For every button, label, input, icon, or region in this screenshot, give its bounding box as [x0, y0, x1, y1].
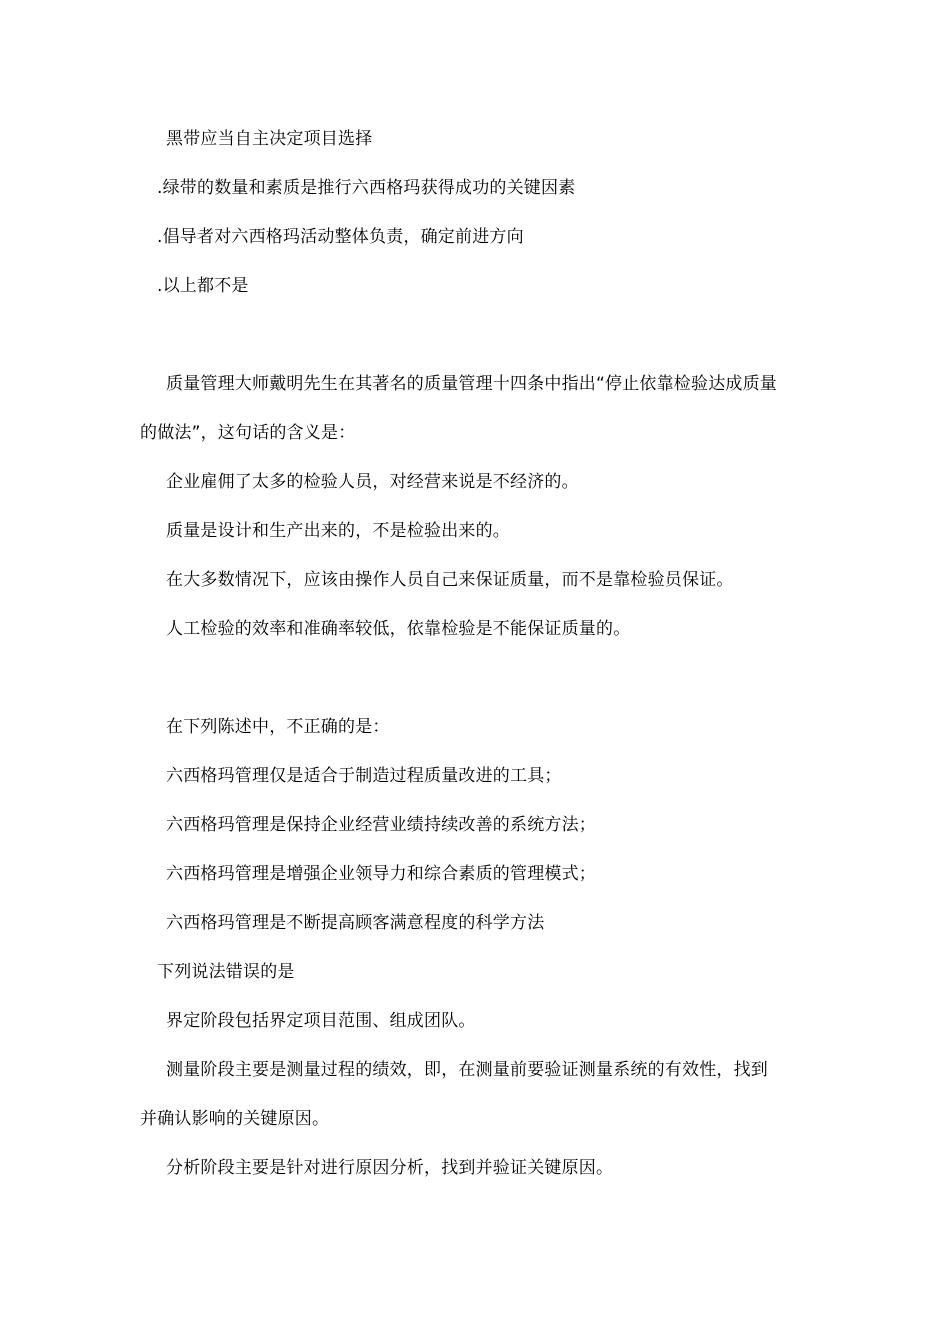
text-line: 六西格玛管理仅是适合于制造过程质量改进的工具；	[166, 766, 562, 786]
text-line: 人工检验的效率和准确率较低，依靠检验是不能保证质量的。	[166, 619, 631, 639]
text-line: 六西格玛管理是增强企业领导力和综合素质的管理模式；	[166, 864, 596, 884]
text-line: 质量是设计和生产出来的，不是检验出来的。	[166, 521, 510, 541]
text-line: .绿带的数量和素质是推行六西格玛获得成功的关键因素	[157, 178, 576, 198]
text-line: 下列说法错误的是	[157, 962, 295, 982]
text-line: 在下列陈述中，不正确的是：	[166, 717, 390, 737]
text-line: 分析阶段主要是针对进行原因分析，找到并验证关键原因。	[166, 1158, 614, 1178]
text-line: 六西格玛管理是保持企业经营业绩持续改善的系统方法；	[166, 815, 596, 835]
text-line: .倡导者对六西格玛活动整体负责，确定前进方向	[157, 227, 524, 247]
text-line: 并确认影响的关键原因。	[140, 1109, 330, 1129]
text-line: 的做法”，这句话的含义是：	[140, 423, 356, 443]
text-line: 黑带应当自主决定项目选择	[166, 129, 373, 149]
text-line: .以上都不是	[157, 276, 249, 296]
text-line: 界定阶段包括界定项目范围、组成团队。	[166, 1011, 476, 1031]
text-line: 在大多数情况下，应该由操作人员自己来保证质量，而不是靠检验员保证。	[166, 570, 734, 590]
text-line: 质量管理大师戴明先生在其著名的质量管理十四条中指出“停止依靠检验达成质量	[166, 374, 778, 394]
text-line: 六西格玛管理是不断提高顾客满意程度的科学方法	[166, 913, 545, 933]
text-line: 企业雇佣了太多的检验人员，对经营来说是不经济的。	[166, 472, 579, 492]
text-line: 测量阶段主要是测量过程的绩效，即，在测量前要验证测量系统的有效性，找到	[166, 1060, 768, 1080]
